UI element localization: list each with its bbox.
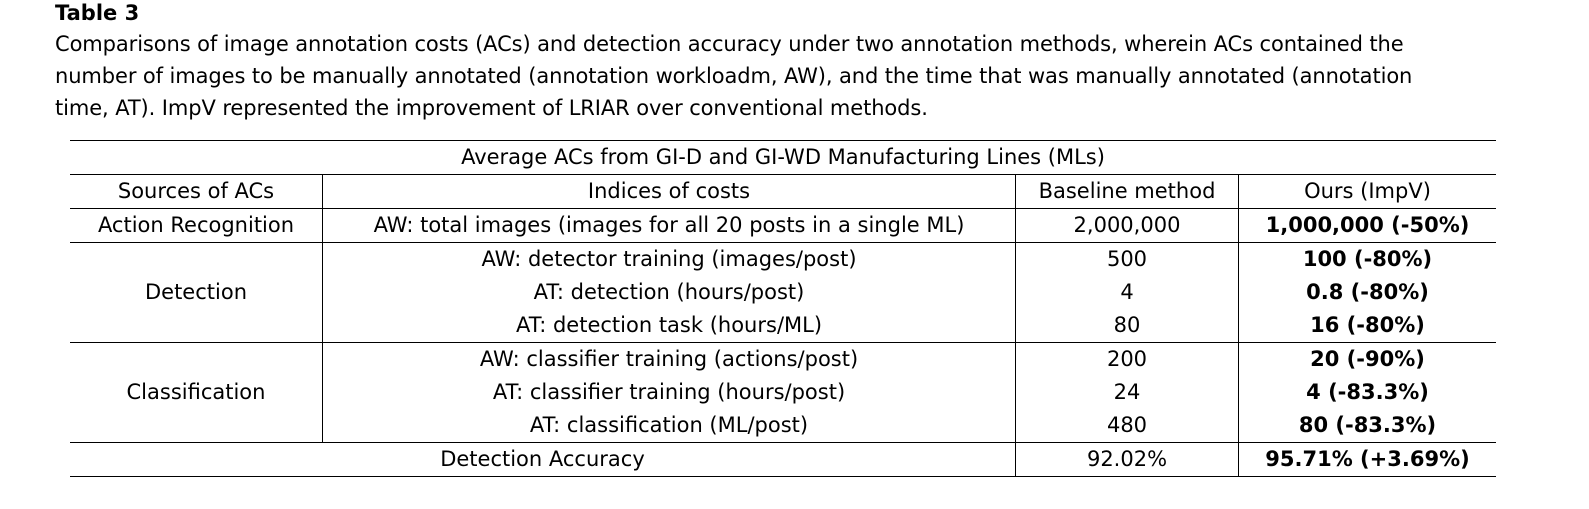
index-cell: AT: classification (ML/post) xyxy=(323,409,1016,443)
index-cell: AW: classifier training (actions/post) xyxy=(323,343,1016,377)
caption-line: Comparisons of image annotation costs (ACs) and detection accuracy under two annotation methods, wherein ACs contained the xyxy=(55,32,1404,56)
accuracy-ours: 95.71% (+3.69%) xyxy=(1239,443,1497,477)
header-baseline: Baseline method xyxy=(1016,175,1239,209)
table-title: Average ACs from GI-D and GI-WD Manufacturing Lines (MLs) xyxy=(70,141,1496,175)
index-cell: AW: detector training (images/post) xyxy=(323,243,1016,277)
table-label: Table 3 xyxy=(55,1,140,25)
table-caption xyxy=(55,28,1535,124)
baseline-cell: 24 xyxy=(1016,376,1239,409)
header-ours: Ours (ImpV) xyxy=(1239,175,1497,209)
table-row xyxy=(70,209,1496,243)
ours-cell: 0.8 (-80%) xyxy=(1306,280,1429,304)
ours-cell: 20 (-90%) xyxy=(1310,347,1425,371)
ours-cell: 4 (-83.3%) xyxy=(1306,380,1429,404)
accuracy-label: Detection Accuracy xyxy=(70,443,1016,477)
baseline-cell: 80 xyxy=(1016,309,1239,343)
source-cell: Action Recognition xyxy=(70,209,323,243)
baseline-cell: 500 xyxy=(1016,243,1239,277)
source-cell: Classification xyxy=(70,343,323,443)
ours-cell: 100 (-80%) xyxy=(1302,247,1433,271)
table-title-row xyxy=(70,141,1496,175)
ours-cell: 80 (-83.3%) xyxy=(1239,409,1497,443)
table-row xyxy=(70,243,1496,277)
index-cell: AT: classifier training (hours/post) xyxy=(323,376,1016,409)
baseline-cell: 480 xyxy=(1016,409,1239,443)
table-header-row xyxy=(70,175,1496,209)
accuracy-row xyxy=(70,443,1496,477)
source-cell: Detection xyxy=(70,243,323,343)
baseline-cell: 2,000,000 xyxy=(1016,209,1239,243)
table-caption-block xyxy=(55,0,1535,124)
accuracy-baseline: 92.02% xyxy=(1016,443,1239,477)
ours-cell: 16 (-80%) xyxy=(1239,309,1497,343)
index-cell: AT: detection (hours/post) xyxy=(323,276,1016,309)
baseline-cell: 4 xyxy=(1016,276,1239,309)
header-indices: Indices of costs xyxy=(323,175,1016,209)
table-row xyxy=(70,343,1496,377)
baseline-cell: 200 xyxy=(1016,343,1239,377)
caption-line: number of images to be manually annotated (annotation workloadm, AW), and the time that was manually annotated (annotation xyxy=(55,64,1413,88)
cost-comparison-table xyxy=(70,140,1496,477)
caption-line: time, AT). ImpV represented the improvement of LRIAR over conventional methods. xyxy=(55,96,928,120)
index-cell: AT: detection task (hours/ML) xyxy=(323,309,1016,343)
index-cell: AW: total images (images for all 20 posts in a single ML) xyxy=(323,209,1016,243)
header-sources: Sources of ACs xyxy=(70,175,323,209)
ours-cell: 1,000,000 (-50%) xyxy=(1239,209,1497,243)
